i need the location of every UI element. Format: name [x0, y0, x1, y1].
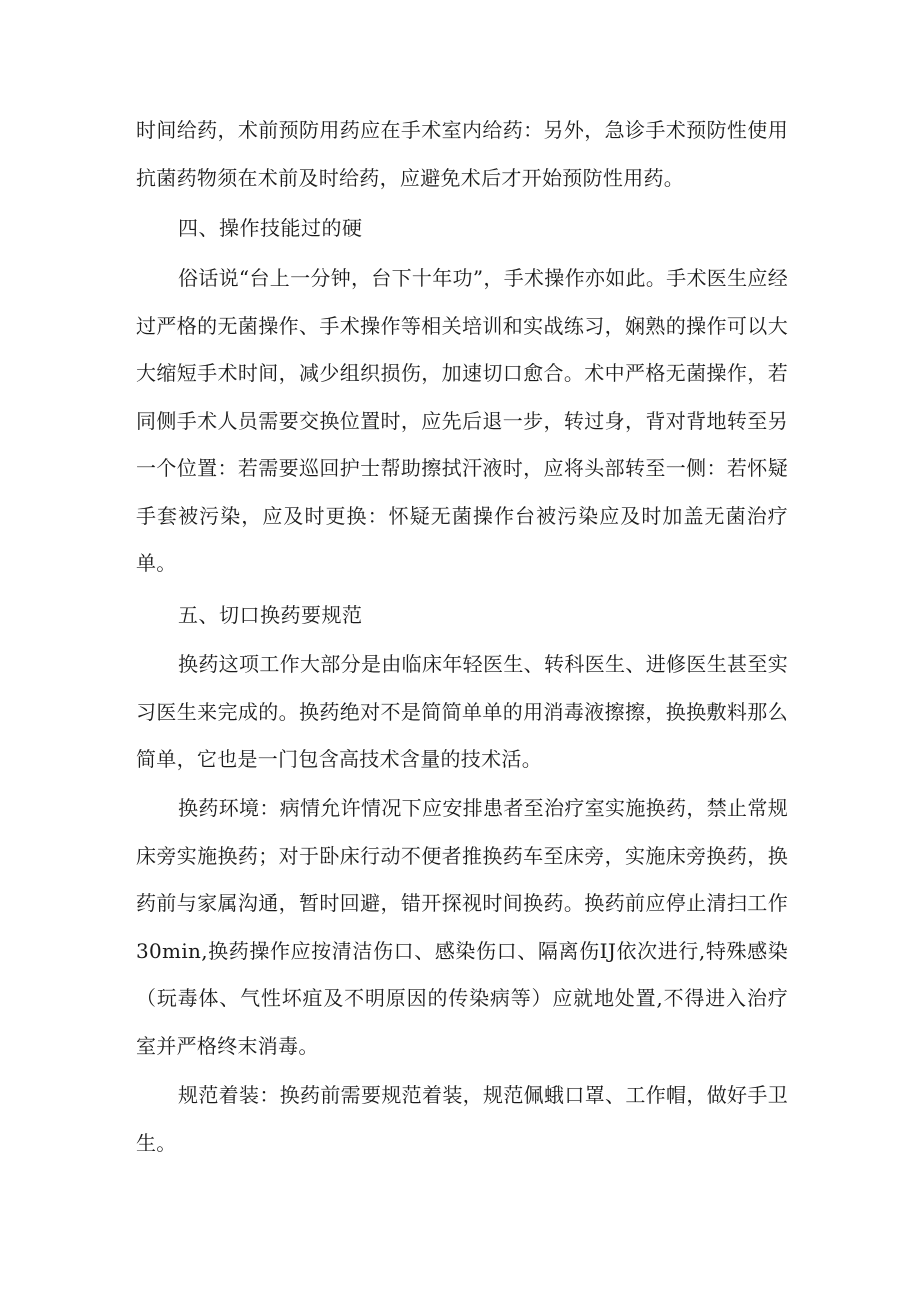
- section-heading-operation-skills: 四、操作技能过的硬: [178, 216, 363, 240]
- paragraph-dressing-environment: 换药环境：病情允许情况下应安排患者至治疗室实施换药，禁止常规床旁实施换药；对于卧床行动不便者推换药车至床旁，实施床旁换药，换药前与家属沟通，暂时回避，错开探视时间换药。换药前应停止清扫工作30min,换药操作应按清洁伤口、感染伤口、隔离伤IJ依次进行,特殊感染（玩毒体、气性坏疽及不明原因的传染病等）应就地处置,不得进入治疗室并严格终末消毒。: [136, 796, 788, 1058]
- paragraph-dressing-attire: 规范着装：换药前需要规范着装，规范佩蛾口罩、工作帽，做好手卫生。: [136, 1083, 788, 1155]
- section-heading-dressing-change: 五、切口换药要规范: [178, 603, 363, 627]
- paragraph-antibiotic-timing: 时间给药，术前预防用药应在手术室内给药：另外，急诊手术预防性使用抗菌药物须在术前及时给药，应避免术后才开始预防性用药。: [136, 118, 788, 190]
- paragraph-dressing-change-intro: 换药这项工作大部分是由临床年轻医生、转科医生、进修医生甚至实习医生来完成的。换药绝对不是简简单单的用消毒液擦擦，换换敷料那么简单，它也是一门包含高技术含量的技术活。: [136, 652, 788, 771]
- paragraph-operation-skills: 俗话说“台上一分钟，台下十年功”，手术操作亦如此。手术医生应经过严格的无菌操作、手术操作等相关培训和实战练习，娴熟的操作可以大大缩短手术时间，减少组织损伤，加速切口愈合。术中严格无菌操作，若同侧手术人员需要交换位置时，应先后退一步，转过身，背对背地转至另一个位置：若需要巡回护士帮助擦拭汗液时，应将头部转至一侧：若怀疑手套被污染，应及时更换：怀疑无菌操作台被污染应及时加盖无菌治疗单。: [136, 266, 788, 575]
